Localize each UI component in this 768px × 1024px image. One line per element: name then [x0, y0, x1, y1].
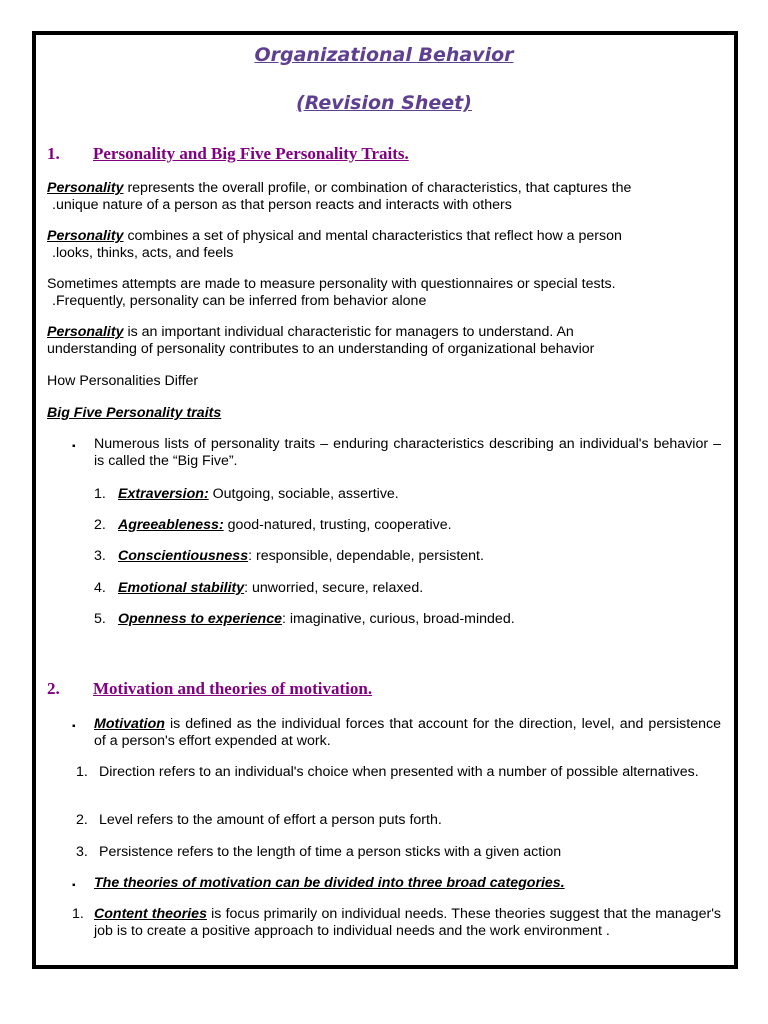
paragraph-4-line1: is an important individual characteristic for managers to understand. An: [123, 324, 574, 340]
document-title: Organizational Behavior: [254, 44, 514, 66]
trait-item: 3. Conscientiousness: responsible, dependable, persistent.: [94, 548, 484, 564]
section-2-heading: [47, 680, 372, 697]
paragraph-1: [47, 180, 721, 214]
motivation-item-persistence: Persistence refers to the length of time a person sticks with a given action: [99, 844, 562, 860]
paragraph-2: [47, 228, 721, 262]
section-1-heading: [47, 145, 409, 162]
trait-item: 4. Emotional stability: unworried, secure, relaxed.: [94, 580, 424, 596]
list-number: 3.: [76, 844, 88, 860]
paragraph-4-term: Personality: [47, 324, 124, 340]
motivation-definition: Motivation is defined as the individual forces that account for the direction, level, and persistence of a person's effort expended at work.: [94, 716, 721, 749]
section-1-heading-text: Personality and Big Five Personality Traits.: [93, 144, 409, 163]
list-number: 2.: [76, 812, 88, 828]
paragraph-1-term: Personality: [47, 180, 124, 196]
list-number: 1.: [72, 906, 84, 922]
paragraph-3-line2: .Frequently, personality can be inferred from behavior alone: [52, 293, 427, 309]
section-2-number: 2.: [47, 679, 60, 698]
motivation-item-level: Level refers to the amount of effort a person puts forth.: [99, 812, 442, 828]
paragraph-4-line2: understanding of personality contributes to an understanding of organizational behavior: [47, 341, 595, 357]
how-personalities-differ: How Personalities Differ: [47, 373, 199, 389]
paragraph-4: [47, 324, 721, 358]
big-five-heading: Big Five Personality traits: [47, 405, 222, 421]
section-1-number: 1.: [47, 144, 60, 163]
bullet-icon: ▪: [72, 441, 76, 452]
paragraph-2-line1: combines a set of physical and mental characteristics that reflect how a person: [123, 228, 622, 244]
trait-item: 1. Extraversion: Outgoing, sociable, assertive.: [94, 486, 399, 502]
paragraph-3: [47, 276, 721, 310]
bullet-icon: ▪: [72, 721, 76, 732]
trait-item: 5. Openness to experience: imaginative, curious, broad-minded.: [94, 611, 515, 627]
list-number: 1.: [76, 764, 88, 780]
section-2-heading-text: Motivation and theories of motivation.: [93, 679, 373, 698]
document-page: [32, 31, 738, 969]
big-five-bullet-text: Numerous lists of personality traits – enduring characteristics describing an individual's behavior – is called the “Big Five”.: [94, 436, 721, 469]
categories-heading: The theories of motivation can be divided into three broad categories.: [94, 875, 565, 891]
paragraph-3-line1: Sometimes attempts are made to measure personality with questionnaires or special tests.: [47, 276, 616, 292]
content-theories: Content theories is focus primarily on individual needs. These theories suggest that the manager's job is to create a positive approach to individual needs and the work environment .: [94, 906, 721, 939]
trait-item: 2. Agreeableness: good-natured, trusting, cooperative.: [94, 517, 452, 533]
document-subtitle: (Revision Sheet): [296, 92, 472, 114]
bullet-icon: ▪: [72, 880, 76, 891]
paragraph-1-line1: represents the overall profile, or combination of characteristics, that captures the: [123, 180, 632, 196]
paragraph-2-term: Personality: [47, 228, 124, 244]
paragraph-2-line2: .looks, thinks, acts, and feels: [52, 245, 234, 261]
motivation-item-direction: Direction refers to an individual's choice when presented with a number of possible alternatives.: [99, 764, 699, 780]
paragraph-1-line2: .unique nature of a person as that person reacts and interacts with others: [52, 197, 512, 213]
